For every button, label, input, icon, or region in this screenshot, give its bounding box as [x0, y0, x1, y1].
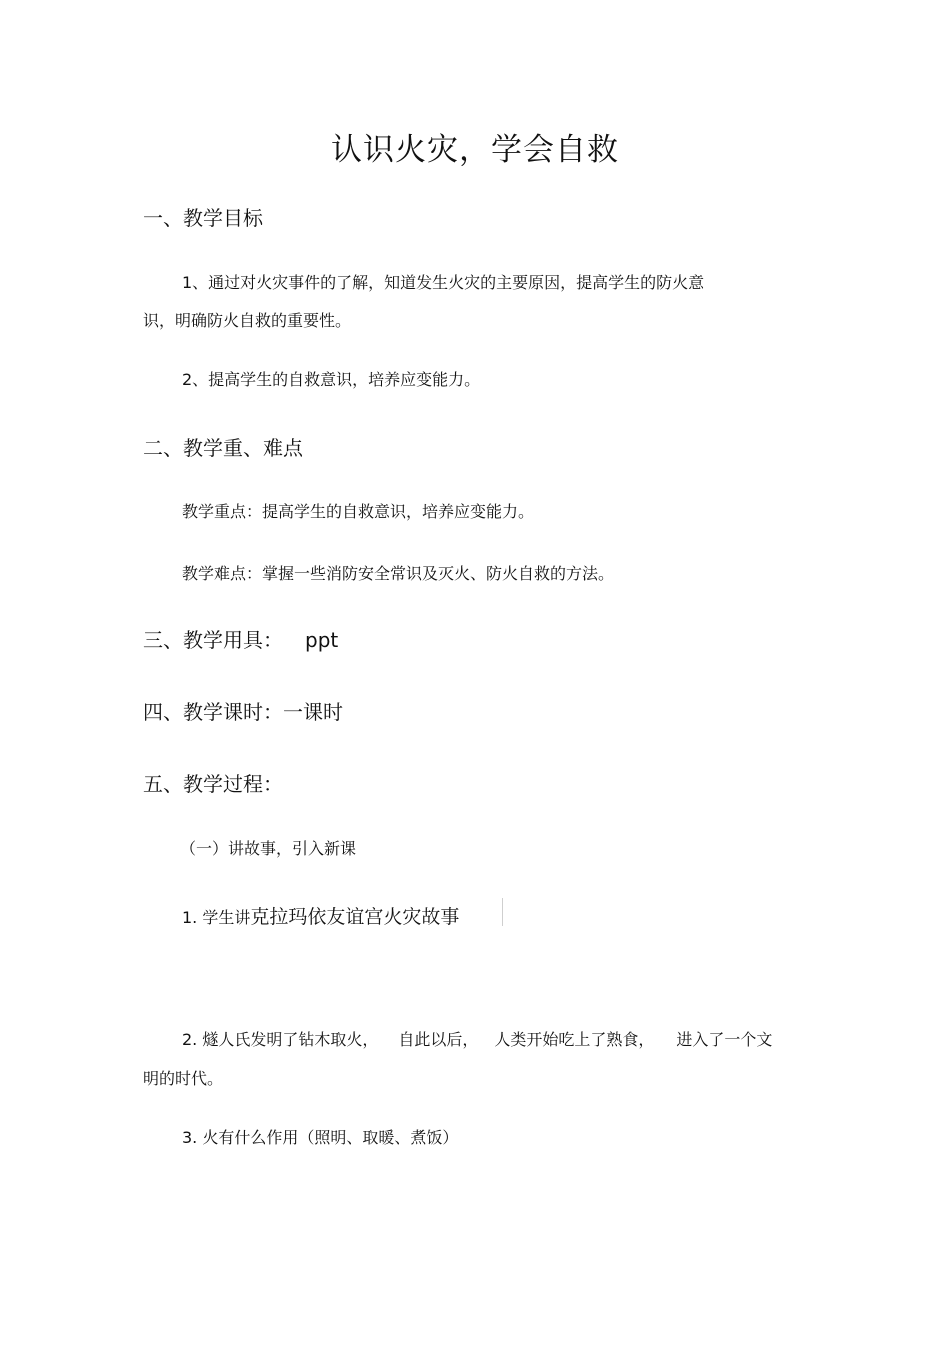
section-heading-process: 五、教学过程： [143, 772, 283, 796]
process-step-3: 3. 火有什么作用（照明、取暖、煮饭） [182, 1128, 459, 1147]
goal-item-1-line-1: 1、通过对火灾事件的了解，知道发生火灾的主要原因，提高学生的防火意 [182, 273, 705, 292]
key-point-text: 教学重点：提高学生的自救意识，培养应变能力。 [182, 502, 535, 521]
section-heading-goals: 一、教学目标 [143, 206, 263, 230]
section-heading-hours: 四、教学课时：一课时 [143, 700, 343, 724]
step-1-story-title: 克拉玛依友谊宫火灾故事 [250, 906, 460, 928]
goal-item-1-line-2: 识，明确防火自救的重要性。 [143, 311, 352, 330]
tools-value: ppt [305, 628, 339, 652]
step-2-part-2: 自此以后， [398, 1030, 479, 1049]
section-heading-key-points: 二、教学重、难点 [143, 436, 303, 460]
step-2-part-4: 进入了一个文 [676, 1030, 773, 1049]
process-subsection-1: （一）讲故事，引入新课 [180, 839, 357, 858]
tools-label: 三、教学用具： [143, 628, 283, 652]
process-step-2-line-2: 明的时代。 [143, 1069, 224, 1088]
difficult-point-text: 教学难点：掌握一些消防安全常识及灭火、防火自救的方法。 [182, 564, 615, 583]
text-cursor-divider [502, 898, 503, 926]
goal-item-2: 2、提高学生的自救意识，培养应变能力。 [182, 370, 481, 389]
step-2-part-3: 人类开始吃上了熟食， [494, 1030, 655, 1049]
step-1-prefix: 1. 学生讲 [182, 908, 251, 927]
process-step-1 [182, 902, 459, 929]
document-title: 认识火灾，学会自救 [331, 132, 619, 168]
section-heading-tools [143, 624, 338, 653]
step-2-part-1: 2. 燧人氏发明了钻木取火， [182, 1030, 379, 1049]
process-step-2-line-1 [182, 1027, 772, 1050]
